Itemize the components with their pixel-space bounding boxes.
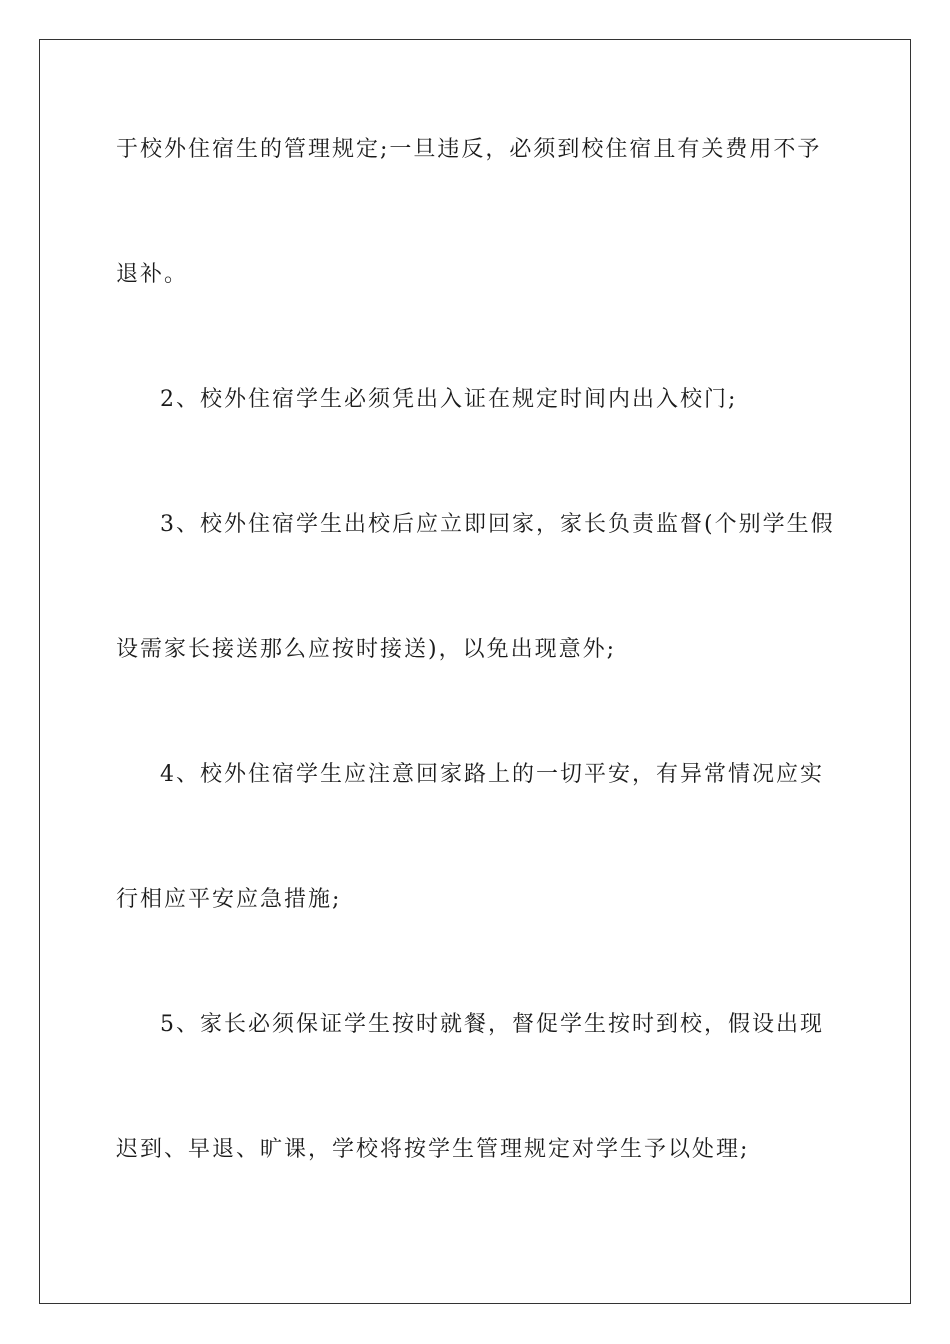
text-line-1: 于校外住宿生的管理规定;一旦违反，必须到校住宿且有关费用不予	[116, 137, 822, 162]
text-line-2: 退补。	[116, 262, 189, 287]
text-line-6: 4、校外住宿学生应注意回家路上的一切平安，有异常情况应实	[160, 762, 824, 787]
text-line-5: 设需家长接送那么应按时接送)，以免出现意外;	[116, 637, 616, 662]
text-line-3: 2、校外住宿学生必须凭出入证在规定时间内出入校门;	[160, 387, 738, 412]
page-border	[39, 39, 911, 1304]
text-line-9: 迟到、早退、旷课，学校将按学生管理规定对学生予以处理;	[116, 1137, 750, 1162]
text-line-7: 行相应平安应急措施;	[116, 887, 342, 912]
text-line-4: 3、校外住宿学生出校后应立即回家，家长负责监督(个别学生假	[160, 512, 835, 537]
text-line-8: 5、家长必须保证学生按时就餐，督促学生按时到校，假设出现	[160, 1012, 824, 1037]
